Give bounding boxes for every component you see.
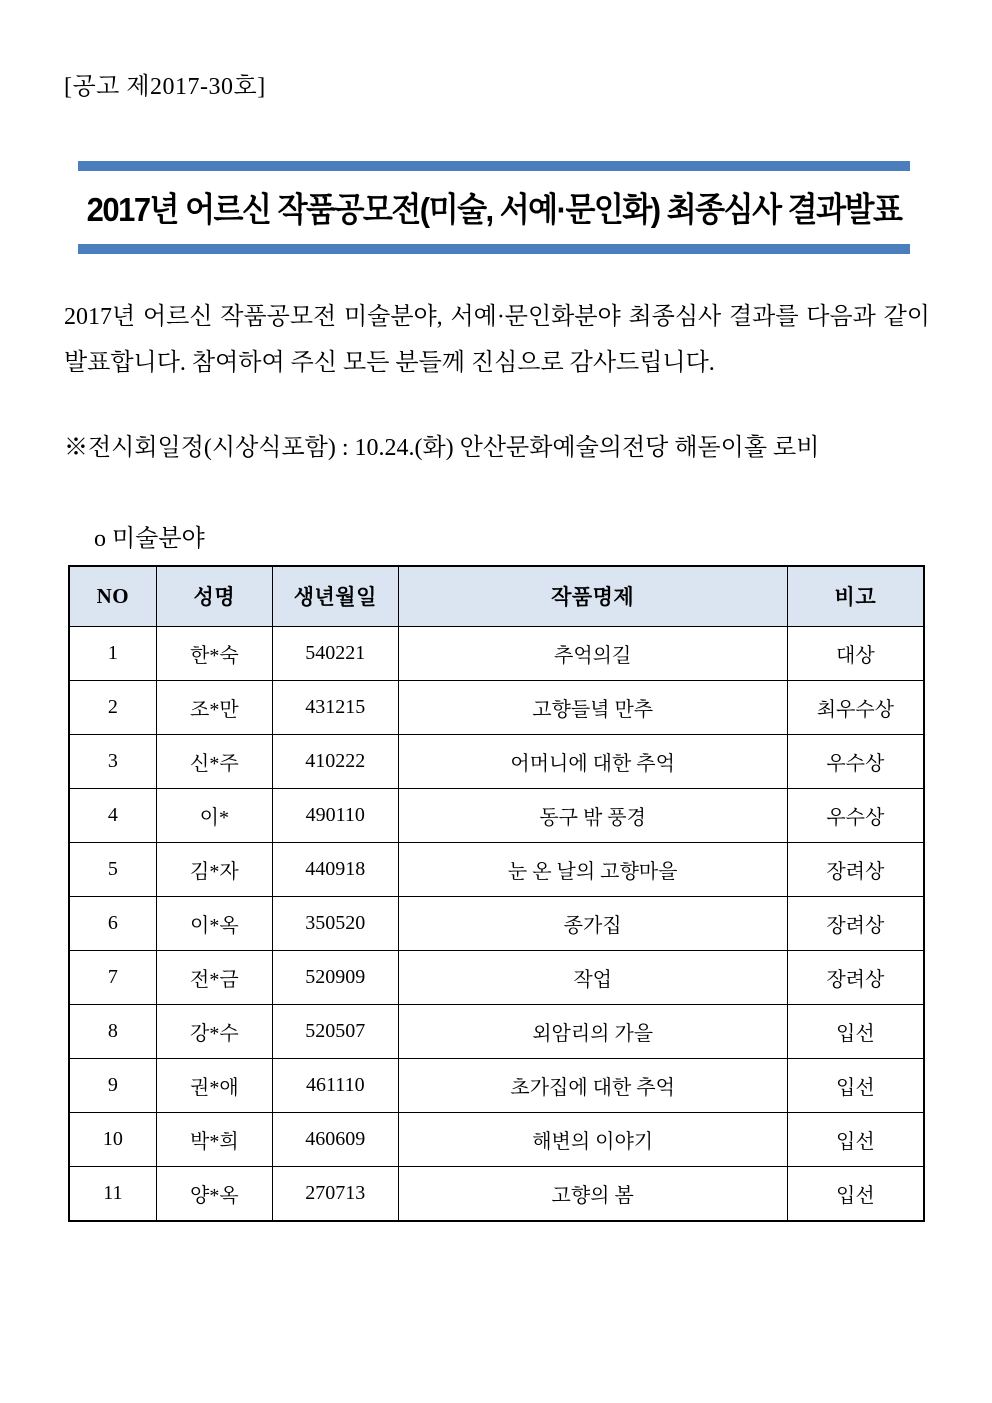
- table-row: [69, 681, 924, 735]
- table-row: [69, 1005, 924, 1059]
- table-row: [69, 1059, 924, 1113]
- cell-award: 장려상: [787, 897, 924, 951]
- cell-work-title: 해변의 이야기: [398, 1113, 787, 1167]
- cell-birth: 460609: [272, 1113, 398, 1167]
- table-row: [69, 897, 924, 951]
- cell-no: 10: [69, 1113, 156, 1167]
- cell-award: 입선: [787, 1167, 924, 1221]
- table-row: [69, 735, 924, 789]
- cell-award: 입선: [787, 1113, 924, 1167]
- table-row: [69, 1113, 924, 1167]
- cell-work-title: 초가집에 대한 추억: [398, 1059, 787, 1113]
- cell-award: 장려상: [787, 843, 924, 897]
- table-header-row: [69, 566, 924, 627]
- section-label-art-category: o 미술분야: [94, 525, 205, 552]
- cell-name: 양*옥: [156, 1167, 272, 1221]
- table-row: [69, 843, 924, 897]
- header-birthdate: 생년월일: [272, 566, 398, 627]
- cell-birth: 520909: [272, 951, 398, 1005]
- header-award: 비고: [787, 566, 924, 627]
- cell-name: 권*애: [156, 1059, 272, 1113]
- cell-birth: 410222: [272, 735, 398, 789]
- cell-name: 박*희: [156, 1113, 272, 1167]
- cell-birth: 440918: [272, 843, 398, 897]
- cell-work-title: 고향의 봄: [398, 1167, 787, 1221]
- cell-no: 3: [69, 735, 156, 789]
- cell-award: 최우수상: [787, 681, 924, 735]
- results-table: [68, 565, 925, 1222]
- cell-no: 9: [69, 1059, 156, 1113]
- cell-no: 4: [69, 789, 156, 843]
- notice-number: [공고 제2017-30호]: [64, 74, 266, 100]
- cell-award: 입선: [787, 1005, 924, 1059]
- cell-name: 이*: [156, 789, 272, 843]
- cell-no: 6: [69, 897, 156, 951]
- header-no: NO: [69, 566, 156, 627]
- intro-paragraph: 2017년 어르신 작품공모전 미술분야, 서예·문인화분야 최종심사 결과를 다음과 같이 발표합니다. 참여하여 주신 모든 분들께 진심으로 감사드립니다.: [64, 304, 930, 377]
- cell-birth: 270713: [272, 1167, 398, 1221]
- table-row: [69, 1167, 924, 1221]
- cell-award: 입선: [787, 1059, 924, 1113]
- cell-award: 대상: [787, 627, 924, 681]
- cell-award: 우수상: [787, 735, 924, 789]
- cell-work-title: 작업: [398, 951, 787, 1005]
- table-row: [69, 627, 924, 681]
- results-table-body: [69, 627, 924, 1221]
- cell-award: 우수상: [787, 789, 924, 843]
- cell-work-title: 종가집: [398, 897, 787, 951]
- cell-no: 8: [69, 1005, 156, 1059]
- cell-name: 이*옥: [156, 897, 272, 951]
- table-row: [69, 789, 924, 843]
- cell-no: 1: [69, 627, 156, 681]
- cell-name: 김*자: [156, 843, 272, 897]
- cell-work-title: 눈 온 날의 고향마을: [398, 843, 787, 897]
- cell-birth: 431215: [272, 681, 398, 735]
- cell-work-title: 고향들녘 만추: [398, 681, 787, 735]
- page-title: 2017년 어르신 작품공모전(미술, 서예·문인화) 최종심사 결과발표: [86, 190, 902, 229]
- cell-work-title: 어머니에 대한 추억: [398, 735, 787, 789]
- cell-work-title: 외암리의 가을: [398, 1005, 787, 1059]
- cell-name: 강*수: [156, 1005, 272, 1059]
- cell-name: 신*주: [156, 735, 272, 789]
- cell-no: 5: [69, 843, 156, 897]
- header-name: 성명: [156, 566, 272, 627]
- cell-birth: 461110: [272, 1059, 398, 1113]
- cell-work-title: 추억의길: [398, 627, 787, 681]
- cell-birth: 540221: [272, 627, 398, 681]
- header-work-title: 작품명제: [398, 566, 787, 627]
- cell-name: 전*금: [156, 951, 272, 1005]
- cell-birth: 520507: [272, 1005, 398, 1059]
- title-banner: [78, 161, 910, 254]
- cell-no: 11: [69, 1167, 156, 1221]
- cell-name: 한*숙: [156, 627, 272, 681]
- cell-birth: 490110: [272, 789, 398, 843]
- cell-birth: 350520: [272, 897, 398, 951]
- cell-work-title: 동구 밖 풍경: [398, 789, 787, 843]
- table-row: [69, 951, 924, 1005]
- cell-no: 7: [69, 951, 156, 1005]
- exhibition-schedule-note: ※전시회일정(시상식포함) : 10.24.(화) 안산문화예술의전당 해돋이홀 로비: [64, 434, 820, 461]
- cell-no: 2: [69, 681, 156, 735]
- cell-award: 장려상: [787, 951, 924, 1005]
- cell-name: 조*만: [156, 681, 272, 735]
